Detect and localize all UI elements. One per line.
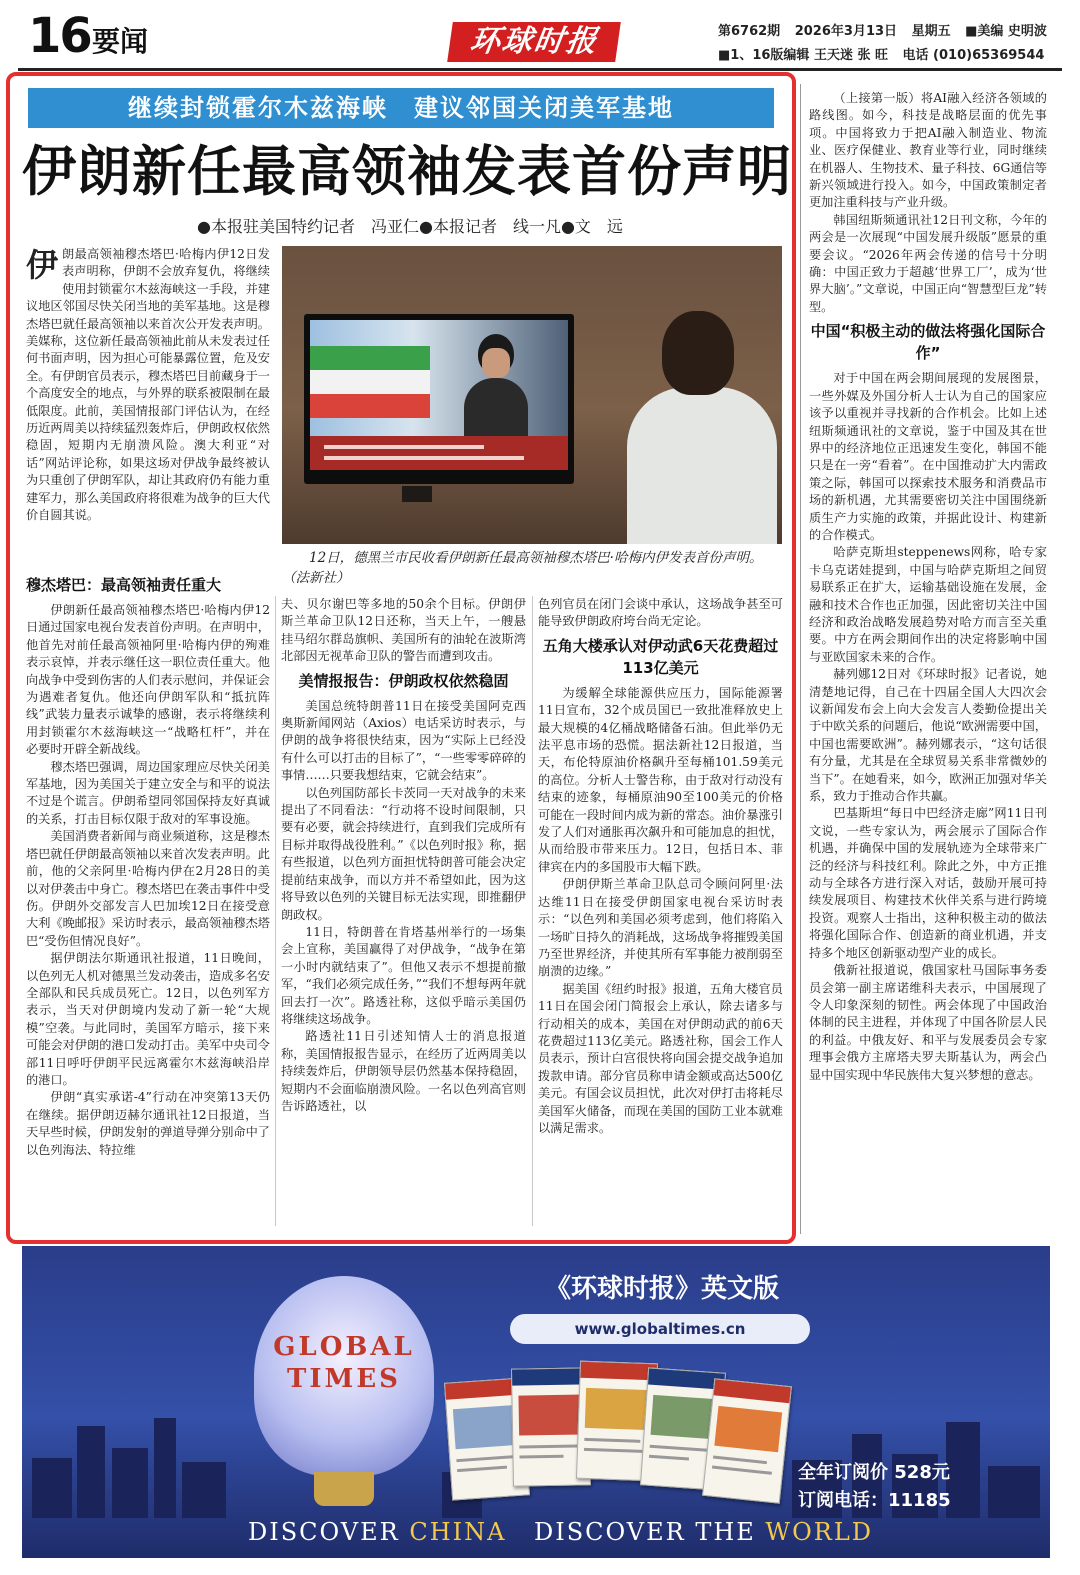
paragraph: 路透社11日引述知情人士的消息报道称，美国情报报告显示，在经历了近两周美以持续轰炸后，伊朗领导层仍然基本保持稳固，短期内不会面临崩溃风险。一名以色列高官则告诉路透社，以 bbox=[281, 1029, 526, 1113]
global-times-logo-line1: GLOBAL bbox=[273, 1332, 415, 1362]
article-column-b bbox=[281, 596, 526, 1232]
article-kicker: 继续封锁霍尔木兹海峡 建议邻国关闭美军基地 bbox=[28, 88, 774, 128]
paragraph: 色列官员在闭门会谈中承认，这场战争甚至可能导致伊朗政府垮台尚无定论。 bbox=[538, 597, 783, 629]
paragraph: 赫列娜12日对《环球时报》记者说，她清楚地记得，自己在十四届全国人大四次会议新闻发布会上向大会发言人娄勤俭提出关于中欧关系的问题后，他说“欧洲需要中国，中国也需要欧洲”。赫列娜表示，“这句话很有分量，尤其是在全球贸易关系非常微妙的当下”。在她看来，如今，欧洲正加强对华关系，致力于推动合作共赢。 bbox=[809, 667, 1047, 804]
paragraph: 巴基斯坦“每日中巴经济走廊”网11日刊文说，一些专家认为，两会展示了国际合作机遇，并确保中国的发展轨迹为全球带来广泛的经济与科技红利。除此之外，中方正推动与全球各方进行深入对话，鼓励开展可持续发展项目、构建技术伙伴关系与进行跨境投资。观察人士指出，这种积极主动的做法将强化国际合作、创造新的商业机遇，并支持多个地区创新驱动型产业的成长。 bbox=[809, 806, 1047, 960]
subhead-2: 美情报报告：伊朗政权依然稳固 bbox=[298, 671, 509, 690]
right-column bbox=[809, 90, 1047, 1232]
article-byline: ●本报驻美国特约记者 冯亚仁●本报记者 线一凡●文 远 bbox=[197, 217, 623, 236]
masthead-rule bbox=[18, 68, 1062, 71]
issue-info bbox=[718, 20, 1057, 39]
paragraph: 伊朗“真实承诺-4”行动在冲突第13天仍在继续。据伊朗迈赫尔通讯社12日报道，当天早些时候，伊朗发射的弹道导弹分别命中了以色列海法、特拉维 bbox=[26, 1090, 270, 1157]
viewer-silhouette bbox=[627, 301, 777, 544]
tv-stand bbox=[402, 486, 432, 502]
flag-green-stripe bbox=[310, 346, 430, 370]
global-times-logo-line2: TIMES bbox=[287, 1364, 401, 1394]
paragraph: 美国总统特朗普11日在接受美国阿克西奥斯新闻网站（Axios）电话采访时表示，与伊朗的战争将很快结束，因为“实际上已经没有什么可以打击的目标了”，“一些零零碎碎的事情……只要我想结束，它就会结束”。 bbox=[281, 698, 526, 783]
lightbulb-base bbox=[314, 1472, 374, 1506]
tv-set bbox=[304, 314, 574, 484]
article-column-c bbox=[538, 596, 783, 1232]
subhead-3: 五角大楼承认对伊动武6天花费超过113亿美元 bbox=[542, 636, 779, 677]
paragraph: 韩国纽斯频通讯社12日刊文称，今年的两会是一次展现“中国发展升级版”愿景的重要会议。“2026年两会传递的信号十分明确：中国正致力于超越‘世界工厂’，成为‘世界大脑’。”文章说，中国正向“智慧型巨龙”转型。 bbox=[809, 212, 1047, 314]
subscription-advertisement[interactable] bbox=[22, 1246, 1050, 1558]
tv-caption-banner bbox=[310, 436, 568, 470]
issue-weekday: 星期五 bbox=[911, 24, 951, 39]
flag-white-stripe bbox=[310, 370, 430, 394]
flag-red-stripe bbox=[310, 394, 430, 418]
paragraph: 穆杰塔巴强调，周边国家理应尽快关闭美军基地，因为美国关于建立安全与和平的说法不过是个谎言。伊朗希望同邻国保持友好真诚的关系，打击目标仅限于敌对的军事设施。 bbox=[26, 759, 270, 826]
paragraph: 伊朗伊斯兰革命卫队总司令顾问阿里·法达维11日在接受伊朗国家电视台采访时表示：“以色列和美国必须考虑到，他们将陷入一场旷日持久的消耗战，这场战争将摧毁美国乃至世界经济，并使其所有军事能力被削弱至崩溃的边缘。” bbox=[538, 877, 783, 979]
page-number: 16 bbox=[28, 8, 91, 64]
paragraph: 伊朗新任最高领袖穆杰塔巴·哈梅内伊12日通过国家电视台发表首份声明。在声明中，他首先对前任最高领袖阿里·哈梅内伊的殉难表示哀悼，并表示继任这一职位责任重大。他向战争中受到伤害的人们表示慰问，并保证会为遇难者复仇。他还向伊朗军队和“抵抗阵线”武装力量表示诚挚的感谢，表示将继续利用封锁霍尔木兹海峡这一“战略杠杆”，并在必要时开辟全新战线。 bbox=[26, 603, 270, 757]
masthead bbox=[0, 0, 1080, 70]
dropcap: 伊 bbox=[26, 246, 59, 284]
editor-phone: 电话 (010)65369544 bbox=[902, 48, 1045, 63]
section-name: 要闻 bbox=[92, 25, 149, 58]
paragraph: 11日，特朗普在肯塔基州举行的一场集会上宣称，美国赢得了对伊战争，“战争在第一小时内就结束了”。但他又表示不想提前撤军，“我们必须完成任务，”“我们不想每两年就回去打一次”。路透社称，这似乎暗示美国仍将继续这场战争。 bbox=[281, 924, 526, 1026]
paragraph: 为缓解全球能源供应压力，国际能源署11日宣布，32个成员国已一致批准释放史上最大规模的4亿桶战略储备石油。但此举仍无法平息市场的恐慌。据法新社12日报道，当天，布伦特原油价格飙升至每桶101.59美元的高位。分析人士警告称，由于敌对行动没有结束的迹象，每桶原油90至100美元的价格可能在一段时间内成为新的常态。油价暴涨引发了人们对通胀再次飙升和可能加息的担忧，从而给股市带来压力。12日，包括日本、菲律宾在内的多国股市大幅下跌。 bbox=[538, 685, 783, 874]
paragraph: 据伊朗法尔斯通讯社报道，11日晚间，以色列无人机对德黑兰发动袭击，造成多名安全部队和民兵成员死亡。12日，以色列军方表示，当天对伊朗境内发动了新一轮“大规模”空袭。与此同时，美国军方暗示，接下来可能会对伊朗的港口发动打击。美军中央司令部11日呼吁伊朗平民远离霍尔木兹海峡沿岸的港口。 bbox=[26, 951, 270, 1087]
subhead-1: 穆杰塔巴：最高领袖责任重大 bbox=[26, 576, 222, 594]
issue-number: 第6762期 bbox=[718, 24, 781, 39]
article-column-a bbox=[26, 570, 270, 1232]
editor-info bbox=[718, 44, 1054, 63]
article-headline: 伊朗新任最高领袖发表首份声明 bbox=[22, 140, 792, 203]
paragraph: 哈萨克斯坦steppenews网称，哈专家卡乌克诺娃提到，中国与哈萨克斯坦之间贸易联系正在扩大，运输基础设施在发展，金融和技术合作也正加强，因此密切关注中国经济和政治战略发展趋势对哈方而言至关重要。中方在两会期间作出的决定将影响中国与亚欧国家未来的合作。 bbox=[809, 545, 1047, 664]
paragraph: （上接第一版）将AI融入经济各领域的路线图。如今，科技是战略层面的优先事项。中国将致力于把AI融入制造业、物流业、医疗保健业、教育业等行业，同时继续在机器人、生物技术、量子科技、6G通信等新兴领域进行投入。如今，中国政策制定者更加注重科技与产业升级。 bbox=[809, 91, 1047, 210]
paragraph: 对于中国在两会期间展现的发展图景，一些外媒及外国分析人士认为自己的国家应该予以重视并寻找新的合作机会。比如上述纽斯频通讯社的文章说，鉴于中国及其在世界中的经济地位正迅速发生变化，韩国不能只是在一旁“看着”。在中国推动扩大内需政策之际，韩国可以探索技术服务和消费品市场的新机遇，尤其需要密切关注中国围绕新质生产力实施的政策，并据此设计、构建新的合作模式。 bbox=[809, 371, 1047, 542]
paragraph: 以色列国防部长卡茨同一天对战争的未来提出了不同看法：“行动将不设时间限制，只要有必要，就会持续进行，直到我们完成所有目标并取得战役胜利。”《以色列时报》称，据有些报道，以色列方面担忧特朗普可能会决定提前结束战争，而以方并不希望如此，因为这将导致以色列的关键目标无法实现，即推翻伊朗政权。 bbox=[281, 785, 526, 922]
page-editors: ■1、16版编辑 王天迷 张 旺 bbox=[718, 48, 888, 63]
newspaper-thumbnail bbox=[702, 1378, 792, 1504]
ad-heading: 《环球时报》英文版 bbox=[544, 1274, 779, 1304]
subscription-phone: 订阅电话：11185 bbox=[798, 1490, 951, 1511]
photo-caption: 12日，德黑兰市民收看伊朗新任最高领袖穆杰塔巴·哈梅内伊发表首份声明。 （法新社） bbox=[282, 550, 770, 586]
paragraph: 夫、贝尔谢巴等多地的50余个目标。伊朗伊斯兰革命卫队12日还称，当天上午，一艘悬挂马绍尔群岛旗帜、美国所有的油轮在波斯湾北部因无视革命卫队的警告而遭到攻击。 bbox=[281, 597, 526, 664]
slogan-discover-world: DISCOVER THE WORLD bbox=[534, 1518, 874, 1546]
column-divider bbox=[532, 596, 533, 1226]
news-photo bbox=[282, 246, 782, 544]
lead-column bbox=[26, 246, 270, 564]
paper-logo: 环球时报 bbox=[447, 22, 621, 62]
ad-website-link[interactable]: www.globaltimes.cn bbox=[510, 1314, 810, 1344]
paragraph: 俄新社报道说，俄国家杜马国际事务委员会第一副主席诺维科夫表示，中国展现了令人印象深刻的韧性。两会体现了中国政治体制的民主进程，并体现了中国各阶层人民的利益。中俄友好、和平与发展委员会专家理事会俄方主席塔夫罗夫斯基认为，两会凸显中国实现中华民族伟大复兴梦想的意志。 bbox=[809, 963, 1047, 1082]
art-editor: ■美编 史明波 bbox=[965, 24, 1047, 39]
right-column-divider bbox=[800, 84, 801, 1234]
issue-date: 2026年3月13日 bbox=[794, 24, 898, 39]
right-subhead: 中国“积极主动的做法将强化国际合作” bbox=[810, 322, 1046, 363]
lead-paragraph: 朗最高领袖穆杰塔巴·哈梅内伊12日发表声明称，伊朗不会放弃复仇，将继续使用封锁霍尔木兹海峡这一手段，并建议地区邻国尽快关闭当地的美军基地。这是穆杰塔巴就任最高领袖以来首次公开发表声明。美媒称，这位新任最高领袖此前从未发表过任何书面声明，因为担心可能暴露位置，危及安全。有伊朗官员表示，穆杰塔巴目前藏身于一个高度安全的地点，与外界的联系被限制在最低限度。此前，美国情报部门评估认为，在经历近两周美以持续猛烈轰炸后，伊朗政权依然稳固，短期内无崩溃风险。澳大利亚“对话”网站评论称，如果这场对伊战争最终被认为只重创了伊朗军队，却让其政府仍有能力重建军力，那么美国政府将很难为战争的巨大代价自圆其说。 bbox=[26, 247, 270, 523]
tv-screen bbox=[310, 320, 568, 470]
paragraph: 美国消费者新闻与商业频道称，这是穆杰塔巴就任伊朗最高领袖以来首次发表声明。此前，他的父亲阿里·哈梅内伊在2月28日的美以对伊袭击中身亡。穆杰塔巴在袭击事件中受伤。伊朗外交部发言人巴加埃12日在接受意大利《晚邮报》采访时表示，最高领袖穆杰塔巴“受伤但情况良好”。 bbox=[26, 829, 270, 948]
slogan-discover-china: DISCOVER CHINA bbox=[248, 1518, 507, 1546]
column-divider bbox=[275, 596, 276, 1226]
leader-portrait bbox=[460, 334, 530, 444]
subscription-price: 全年订阅价 528元 bbox=[798, 1462, 950, 1483]
paragraph: 据美国《纽约时报》报道，五角大楼官员11日在国会闭门简报会上承认，除去诸多与行动相关的成本，美国在对伊朗动武的前6天花费超过113亿美元。路透社称，国会工作人员表示，预计白宫很快将向国会提交战争追加拨款申请。部分官员称申请金额或高达500亿美元。有国会议员担忧，此次对伊打击将耗尽美国军火储备，而现在美国的国防工业本就难以满足需求。 bbox=[538, 981, 783, 1135]
newspaper-collage bbox=[448, 1358, 788, 1518]
